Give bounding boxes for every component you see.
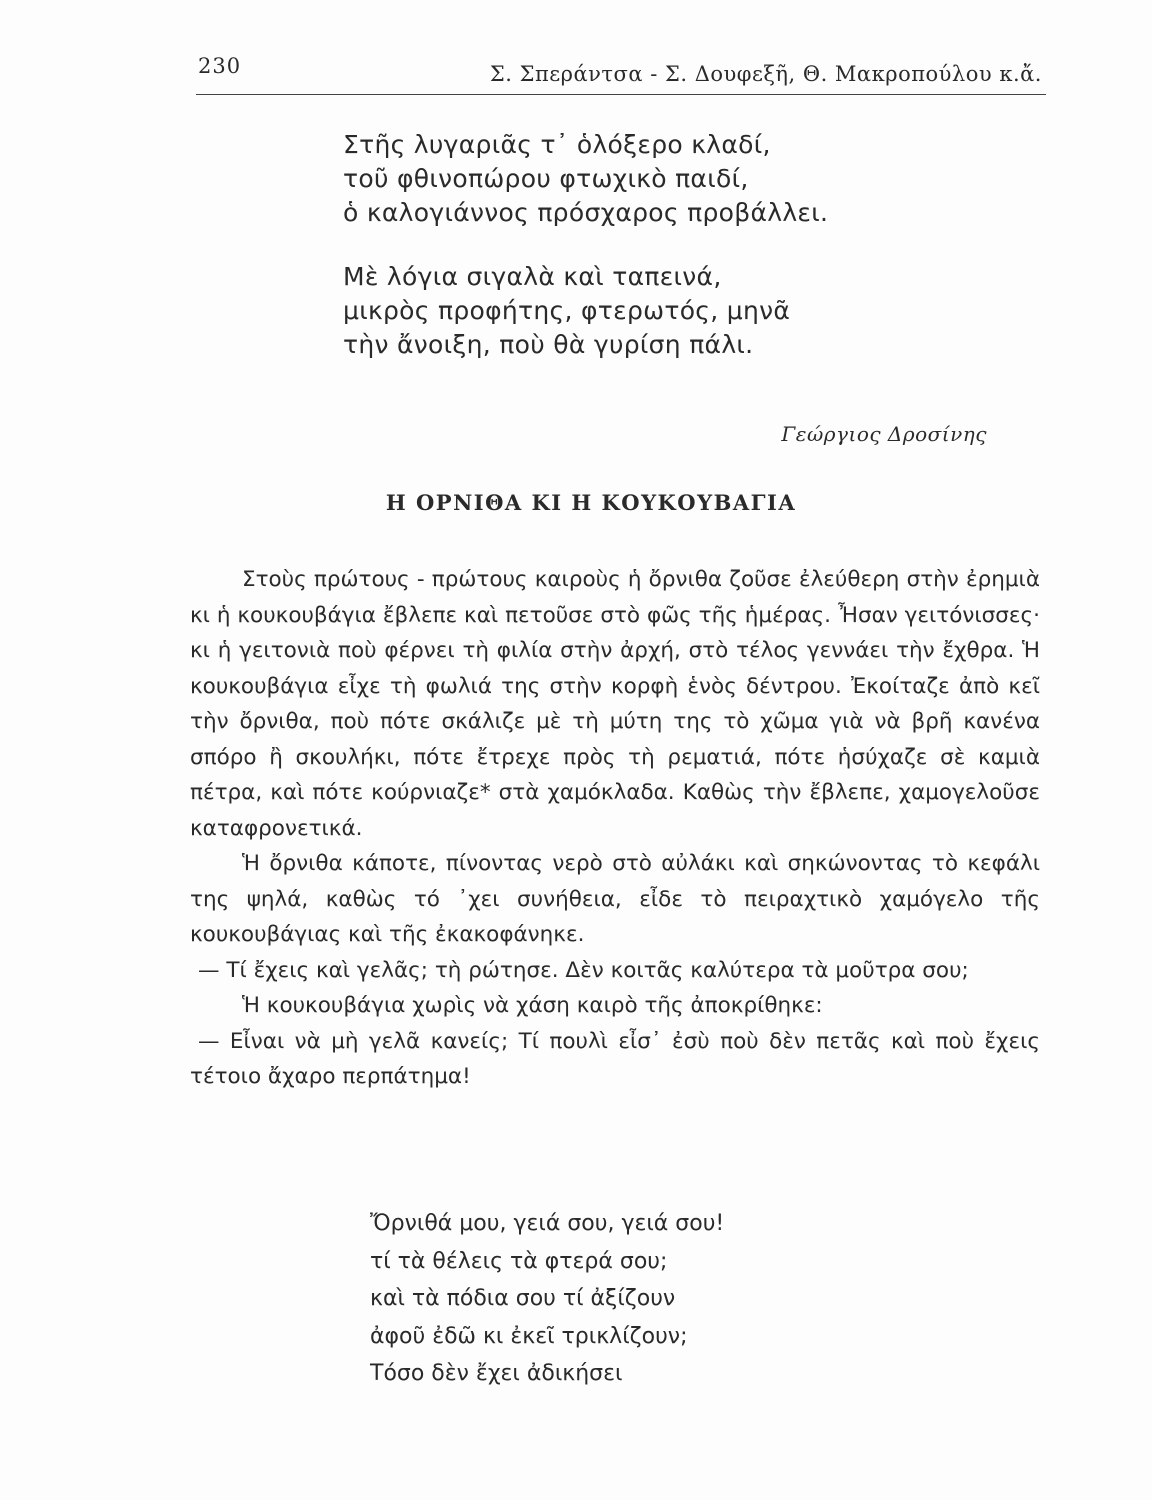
poem-line: Ὄρνιθά μου, γειά σου, γειά σου! (370, 1211, 725, 1236)
story-paragraph: Ἡ κουκουβάγια χωρὶς νὰ χάση καιρὸ τῆς ἀποκρίθηκε: (242, 993, 823, 1018)
poem-line: τὴν ἄνοιξη, ποὺ θὰ γυρίση πάλι. (343, 330, 754, 359)
story-paragraph: Στοὺς πρώτους - πρώτους καιροὺς ἡ ὄρνιθα ζοῦσε ἐλεύθερη στὴν ἐρημιὰ κι ἡ κουκουβάγια ἔβλεπε καὶ πετοῦσε στὸ φῶς τῆς ἡμέρας. Ἦσαν γειτόνισσες· κι ἡ γειτονιὰ ποὺ φέρνει τὴ φιλία στὴν ἀρχή, στὸ τέλος γεννάει τὴν ἔχθρα. Ἡ κουκουβάγια εἶχε τὴ φωλιά της στὴν κορφὴ ἑνὸς δέντρου. Ἐκοίταζε ἀπὸ κεῖ τὴν ὄρνιθα, ποὺ πότε σκάλιζε μὲ τὴ μύτη της τὸ χῶμα γιὰ νὰ βρῆ κανένα σπόρο ἢ σκουλήκι, πότε ἔτρεχε πρὸς τὴ ρεματιά, πότε ἡσύχαζε σὲ καμιὰ πέτρα, καὶ πότε κούρνιαζε* στὰ χαμόκλαδα. Καθὼς τὴν ἔβλεπε, χαμογελοῦσε καταφρονετικά. (190, 567, 1040, 841)
dialogue-line: — Τί ἔχεις καὶ γελᾶς; τὴ ρώτησε. Δὲν κοιτᾶς καλύτερα τὰ μοῦτρα σου; (198, 957, 969, 983)
poem-stanza-2 (343, 260, 790, 362)
story-title: Η ΟΡΝΙΘΑ ΚΙ Η ΚΟΥΚΟΥΒΑΓΙΑ (385, 490, 797, 515)
story-paragraph: Ἡ ὄρνιθα κάποτε, πίνοντας νερὸ στὸ αὐλάκι καὶ σηκώνοντας τὸ κεφάλι της ψηλά, καθὼς τό ᾽χει συνήθεια, εἶδε τὸ πειραχτικὸ χαμόγελο τῆς κουκουβάγιας καὶ τῆς ἐκακοφάνηκε. (190, 851, 1040, 947)
page-header (196, 52, 1046, 95)
page-number: 230 (198, 54, 242, 78)
poem-stanza-1 (343, 128, 828, 230)
running-head: Σ. Σπεράντσα - Σ. Δουφεξῆ, Θ. Μακροπούλου κ.ἄ. (489, 62, 1042, 86)
poem-line: τί τὰ θέλεις τὰ φτερά σου; (370, 1248, 668, 1274)
poem-author: Γεώργιος Δροσίνης (781, 422, 987, 446)
closing-poem (370, 1205, 724, 1393)
poem-line: ἀφοῦ ἐδῶ κι ἐκεῖ τρικλίζουν; (370, 1323, 688, 1349)
poem-line: τοῦ φθινοπώρου φτωχικὸ παιδί, (343, 164, 749, 193)
poem-line: καὶ τὰ πόδια σου τί ἀξίζουν (370, 1286, 676, 1311)
story-body (190, 562, 1040, 1095)
poem-line: Τόσο δὲν ἔχει ἀδικήσει (370, 1361, 623, 1386)
poem-line: Μὲ λόγια σιγαλὰ καὶ ταπεινά, (343, 262, 722, 291)
dialogue-line: — Εἶναι νὰ μὴ γελᾶ κανείς; Τί πουλὶ εἶσ᾽ ἐσὺ ποὺ δὲν πετᾶς καὶ ποὺ ἔχεις τέτοιο ἄχαρο περπάτημα! (190, 1028, 1040, 1089)
poem-line: μικρὸς προφήτης, φτερωτός, μηνᾶ (343, 296, 791, 325)
poem-line: ὁ καλογιάννος πρόσχαρος προβάλλει. (343, 198, 829, 227)
poem-line: Στῆς λυγαριᾶς τ᾽ ὁλόξερο κλαδί, (343, 130, 771, 159)
